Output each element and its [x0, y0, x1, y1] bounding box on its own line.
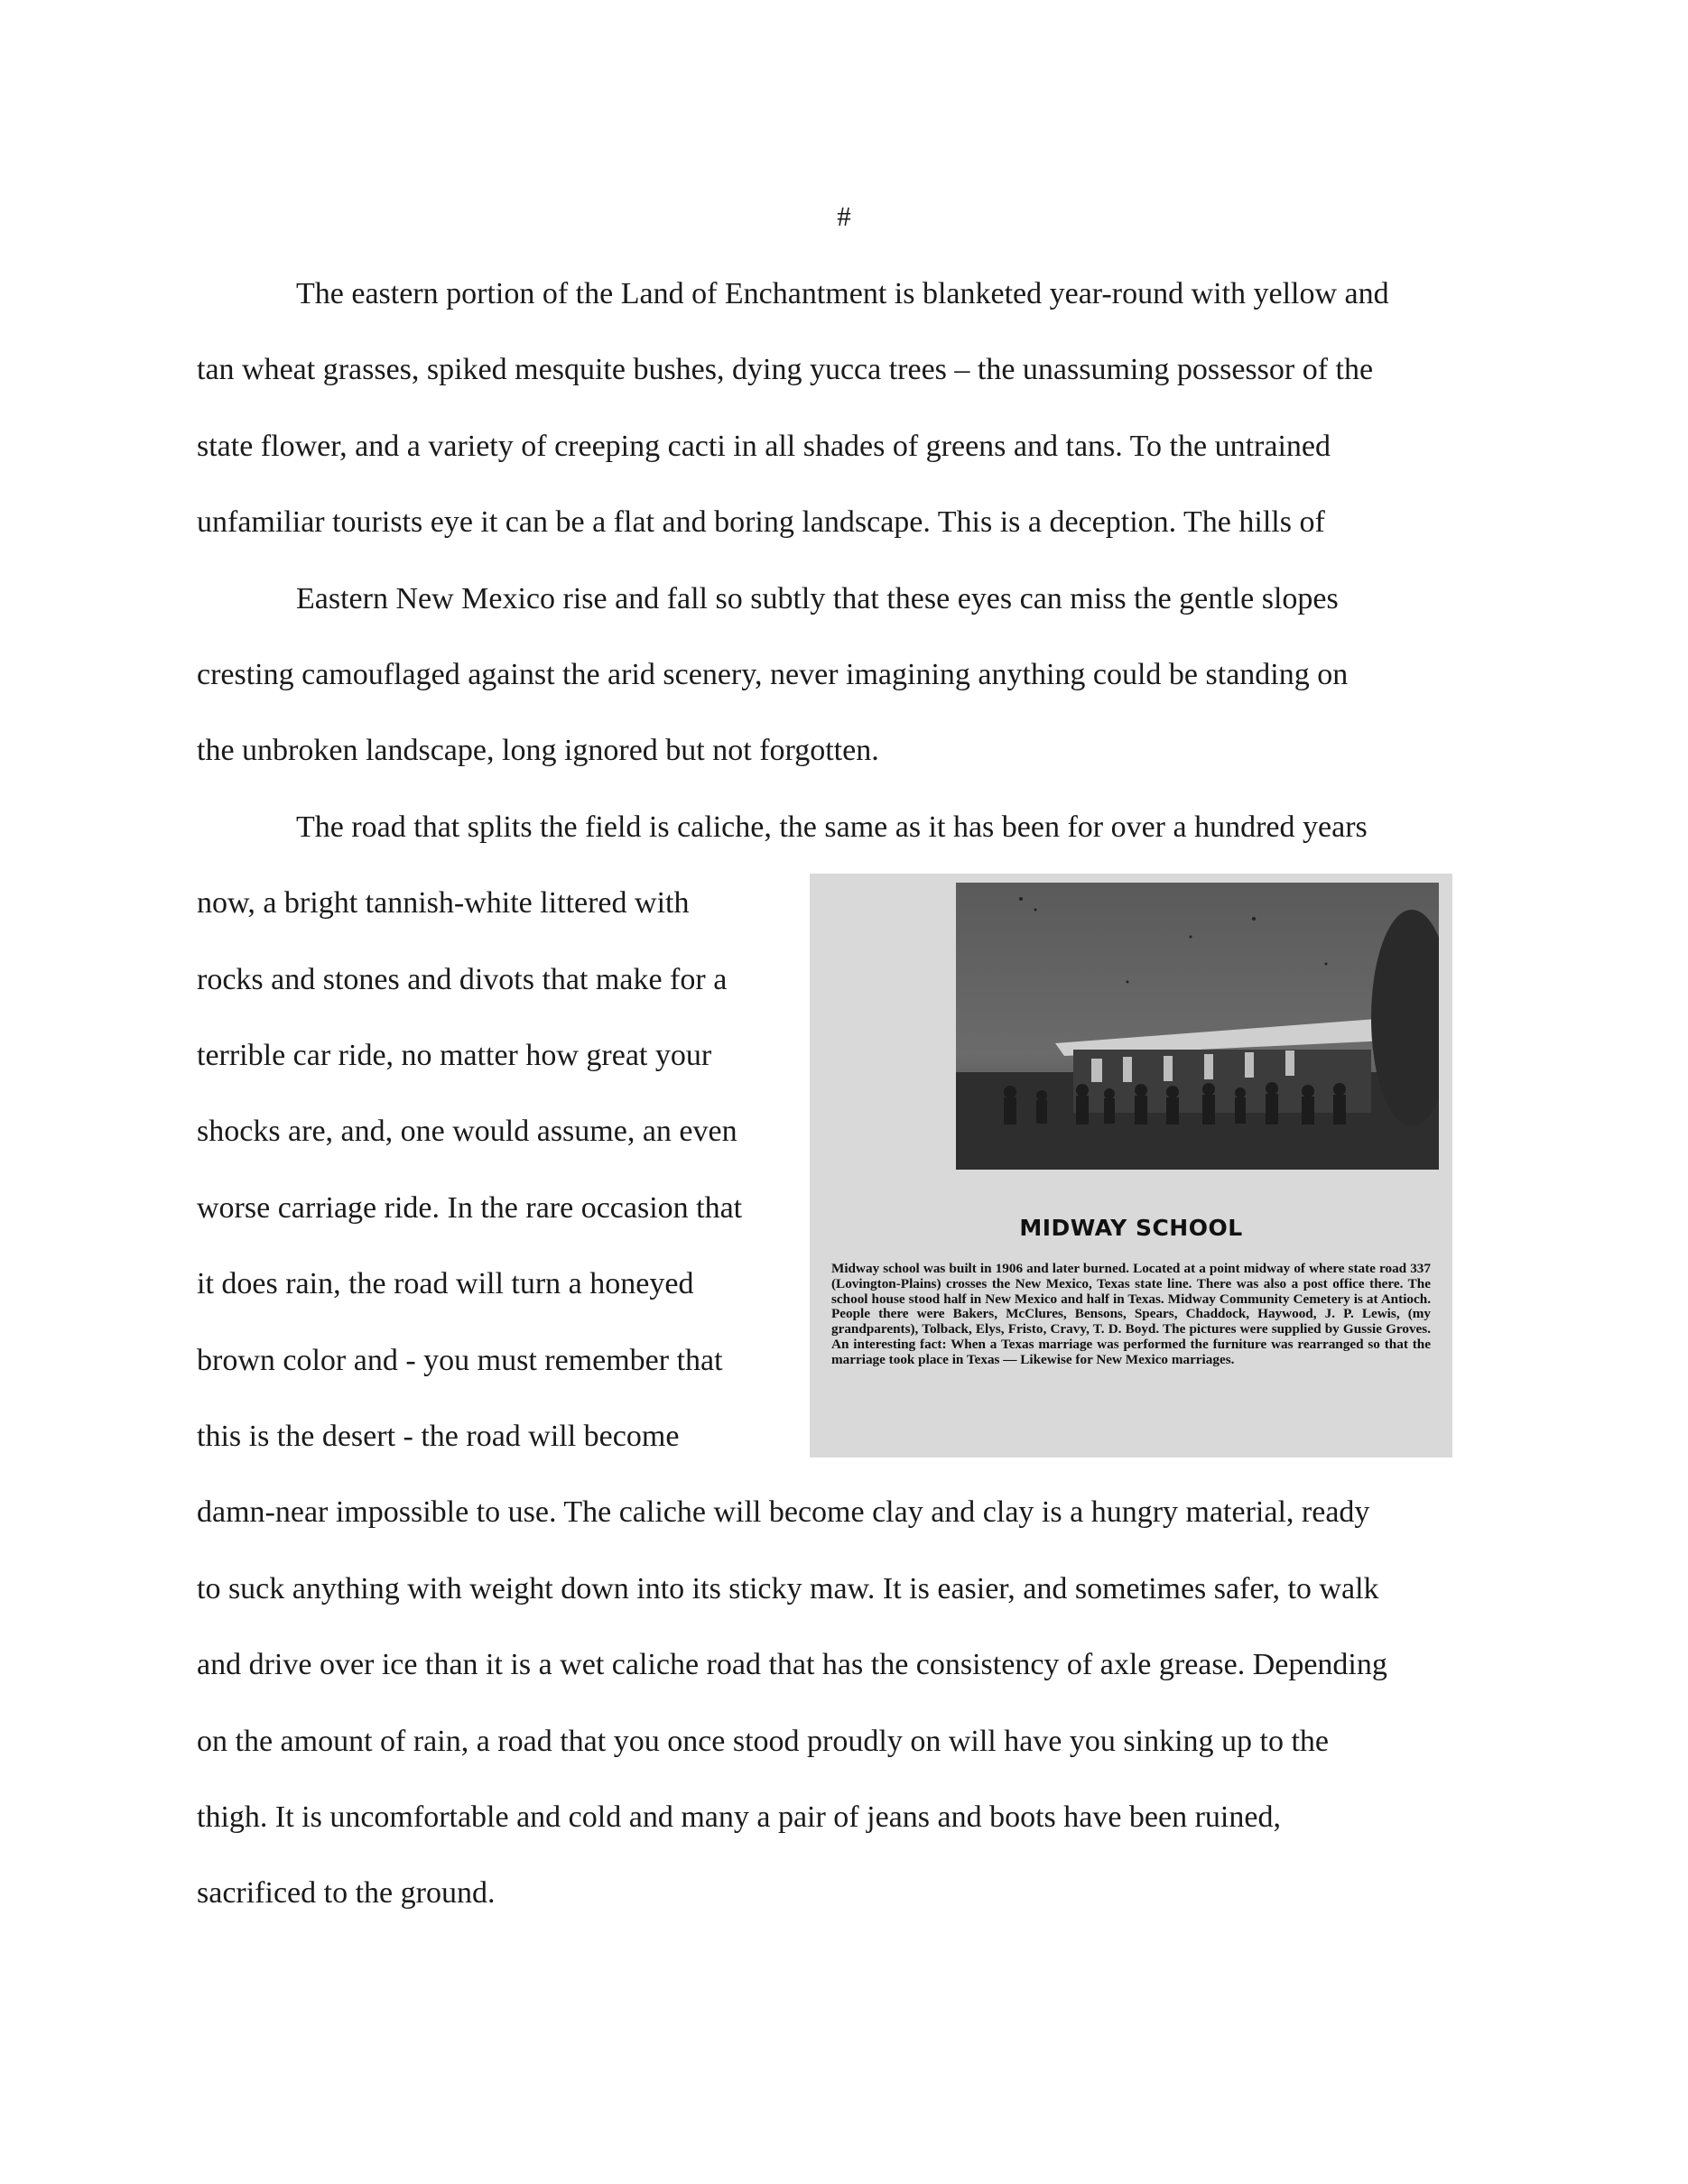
text-line: Eastern New Mexico rise and fall so subtly that these eyes can miss the gentle slopes [296, 582, 1339, 615]
school-photo [956, 883, 1439, 1170]
text-line: The road that splits the field is caliche, the same as it has been for over a hundred years [296, 810, 1368, 844]
text-line: tan wheat grasses, spiked mesquite bushes, dying yucca trees – the unassuming possessor of the [197, 353, 1374, 386]
text-line: brown color and - you must remember that [197, 1344, 723, 1377]
text-line: terrible car ride, no matter how great your [197, 1039, 712, 1072]
clipping-title: MIDWAY SCHOOL [1019, 1215, 1243, 1241]
text-line: shocks are, and, one would assume, an even [197, 1115, 737, 1148]
text-line: to suck anything with weight down into its sticky maw. It is easier, and sometimes safer, to walk [197, 1572, 1379, 1606]
clipping-caption: Midway school was built in 1906 and later burned. Located at a point midway of where state road 337 (Lovington-Plains) crosses the New Mexico, Texas state line. There was also a post office there. The school house stood half in New Mexico and half in Texas. Midway Community Cemetery is at Antioch. People there were Bakers, McClures, Bensons, Spears, Chaddock, Haywood, J. P. Lewis, (my grandparents), Tolback, Elys, Fristo, Cravy, T. D. Boyd. The pictures were supplied by Gussie Groves. An interesting fact: When a Texas marriage was performed the furniture was rearranged so that the marriage took place in Texas — Likewise for New Mexico marriages. [831, 1261, 1431, 1367]
text-line: now, a bright tannish-white littered with [197, 886, 690, 920]
newspaper-clipping [810, 874, 1452, 1458]
text-line: it does rain, the road will turn a honeyed [197, 1267, 694, 1300]
text-line: damn-near impossible to use. The caliche will become clay and clay is a hungry material, ready [197, 1495, 1370, 1529]
text-line: worse carriage ride. In the rare occasion that [197, 1191, 743, 1225]
text-line: unfamiliar tourists eye it can be a flat and boring landscape. This is a deception. The hills of [197, 505, 1325, 539]
text-line: state flower, and a variety of creeping cacti in all shades of greens and tans. To the untrained [197, 430, 1331, 463]
text-line: and drive over ice than it is a wet caliche road that has the consistency of axle grease. Depending [197, 1648, 1387, 1681]
text-line: this is the desert - the road will become [197, 1420, 680, 1453]
text-line: thigh. It is uncomfortable and cold and many a pair of jeans and boots have been ruined, [197, 1800, 1281, 1834]
text-line: The eastern portion of the Land of Enchantment is blanketed year-round with yellow and [296, 277, 1389, 310]
text-line: rocks and stones and divots that make for a [197, 963, 728, 996]
text-line: cresting camouflaged against the arid scenery, never imagining anything could be standing on [197, 658, 1349, 691]
text-line: on the amount of rain, a road that you once stood proudly on will have you sinking up to the [197, 1725, 1329, 1758]
text-line: sacrificed to the ground. [197, 1876, 496, 1910]
page-marker: # [837, 200, 851, 232]
text-line: the unbroken landscape, long ignored but not forgotten. [197, 734, 879, 767]
